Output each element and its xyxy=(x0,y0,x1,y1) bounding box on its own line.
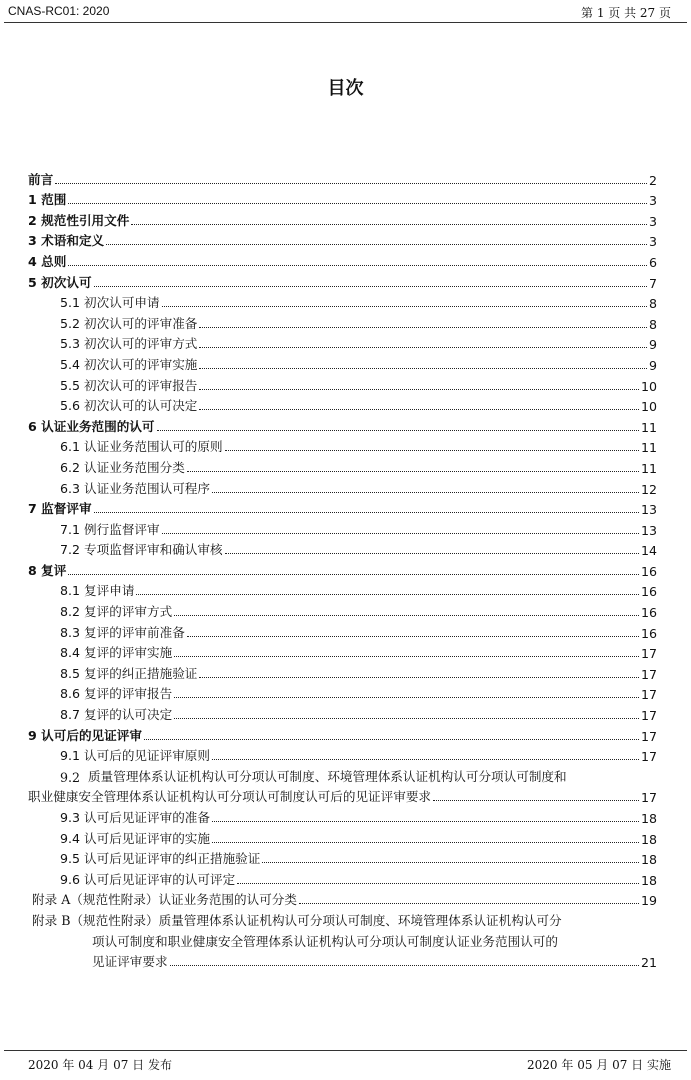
toc-entry-page: 18 xyxy=(640,872,657,888)
toc-entry[interactable] xyxy=(28,682,657,703)
toc-entry-page: 13 xyxy=(640,502,657,518)
toc-entry-number: 5.5 xyxy=(60,377,81,393)
toc-entry-text: 前言 xyxy=(28,171,54,187)
dot-leader xyxy=(199,347,647,348)
toc-entry-text: 初次认可的认可决定 xyxy=(84,398,198,414)
toc-entry-text: 初次认可的评审方式 xyxy=(84,336,198,352)
dot-leader xyxy=(174,718,639,719)
toc-entry[interactable] xyxy=(28,352,657,373)
toc-entry[interactable] xyxy=(28,167,657,188)
toc-entry[interactable] xyxy=(28,867,657,888)
toc-entry-page: 10 xyxy=(640,378,657,394)
toc-entry-number: 3 xyxy=(28,233,37,249)
toc-entry-number: 9.2 xyxy=(60,769,81,785)
toc-entry[interactable] xyxy=(28,620,657,641)
toc-entry-number: 9.5 xyxy=(60,851,81,867)
dot-leader xyxy=(162,533,639,534)
toc-entry-number: 8.3 xyxy=(60,624,81,640)
dot-leader xyxy=(157,430,639,431)
toc-entry-number: 6.2 xyxy=(60,459,81,475)
toc-entry-text: 复评的评审方式 xyxy=(84,604,173,620)
toc-entry-page: 16 xyxy=(640,605,657,621)
toc-entry-9-2[interactable] xyxy=(28,764,657,805)
toc-entry-page: 9 xyxy=(648,357,657,373)
toc-entry[interactable] xyxy=(28,373,657,394)
issue-date: 2020 年 04 月 07 日 发布 xyxy=(28,1058,172,1072)
toc-entry-number: 8.2 xyxy=(60,604,81,620)
toc-entry-number: 5.1 xyxy=(60,295,81,311)
dot-leader xyxy=(94,512,639,513)
toc-entry[interactable] xyxy=(28,229,657,250)
toc-entry[interactable] xyxy=(28,579,657,600)
toc-entry-number: 9.3 xyxy=(60,810,81,825)
toc-entry-page: 17 xyxy=(640,728,657,744)
toc-entry-text: 认证业务范围分类 xyxy=(84,459,185,475)
toc-entry-number: 2 xyxy=(28,212,37,228)
dot-leader xyxy=(68,574,639,575)
toc-entry-number: 6.1 xyxy=(60,439,81,455)
toc-entry-text-line1: 质量管理体系认证机构认可分项认可制度、环境管理体系认证机构认可分项认可制度和 xyxy=(88,768,567,784)
toc-entry-number: 8.1 xyxy=(60,583,81,599)
toc-entry-page: 12 xyxy=(640,481,657,497)
toc-entry-page: 17 xyxy=(640,666,657,682)
toc-entry[interactable] xyxy=(28,826,657,847)
toc-entry-text-line1: 附录 B（规范性附录）质量管理体系认证机构认可分项认可制度、环境管理体系认证机构认可分 xyxy=(32,912,562,928)
toc-entry-number: 5.3 xyxy=(60,336,81,352)
footer-divider xyxy=(4,1050,687,1051)
toc-entry-page: 19 xyxy=(640,893,657,909)
toc-entry-page: 13 xyxy=(640,522,657,538)
toc-entry-text: 复评 xyxy=(41,562,67,578)
toc-entry-page: 16 xyxy=(640,563,657,579)
dot-leader xyxy=(199,327,647,328)
toc-entry-text: 认可后的见证评审 xyxy=(41,727,142,743)
toc-entry-text: 初次认可 xyxy=(41,274,92,290)
toc-entry-page: 17 xyxy=(640,646,657,662)
toc-entry-text-line2: 项认可制度和职业健康安全管理体系认证机构认可分项认可制度认证业务范围认可的 xyxy=(92,933,558,949)
toc-entry-page: 16 xyxy=(640,584,657,600)
dot-leader xyxy=(262,862,639,863)
page-header xyxy=(0,0,691,22)
toc-entry-number: 8 xyxy=(28,562,37,578)
toc-entry[interactable] xyxy=(28,188,657,209)
toc-entry[interactable] xyxy=(28,744,657,765)
dot-leader xyxy=(144,739,639,740)
toc-entry-appendix-b[interactable] xyxy=(28,908,657,970)
toc-entry-text: 复评的评审报告 xyxy=(84,686,173,702)
toc-entry-appendix-a[interactable] xyxy=(28,888,657,909)
header-divider xyxy=(4,22,687,23)
dot-leader xyxy=(174,697,639,698)
toc-entry-text: 初次认可的评审报告 xyxy=(84,377,198,393)
toc-entry-page: 8 xyxy=(648,296,657,312)
toc-entry-number: 1 xyxy=(28,192,37,208)
toc-entry[interactable] xyxy=(28,476,657,497)
toc-entry-page: 7 xyxy=(648,275,657,291)
dot-leader xyxy=(212,492,639,493)
toc-entry[interactable] xyxy=(28,847,657,868)
toc-entry-number: 5.2 xyxy=(60,315,81,331)
toc-entry-text: 复评的评审前准备 xyxy=(84,624,185,640)
dot-leader xyxy=(225,553,639,554)
toc-entry-text: 术语和定义 xyxy=(41,233,105,249)
toc-entry-page: 3 xyxy=(648,193,657,209)
dot-leader xyxy=(106,244,647,245)
toc-entry-text: 附录 A（规范性附录）认证业务范围的认可分类 xyxy=(32,892,297,908)
toc-entry-page: 18 xyxy=(640,831,657,847)
toc-entry-number: 7.2 xyxy=(60,542,81,558)
dot-leader xyxy=(199,368,647,369)
toc-entry-number: 5.4 xyxy=(60,356,81,372)
toc-entry-number: 5.6 xyxy=(60,398,81,414)
toc-entry-number: 9.6 xyxy=(60,871,81,887)
dot-leader xyxy=(174,656,639,657)
toc-entry-text: 认证业务范围认可程序 xyxy=(84,480,210,496)
toc-entry[interactable] xyxy=(28,455,657,476)
toc-entry-text: 总则 xyxy=(41,253,67,269)
toc-entry[interactable] xyxy=(28,208,657,229)
dot-leader xyxy=(199,677,639,678)
dot-leader xyxy=(212,759,639,760)
page-info: 第 1 页 共 27 页 xyxy=(581,6,671,20)
toc-entry[interactable] xyxy=(28,558,657,579)
toc-entry[interactable] xyxy=(28,661,657,682)
toc-entry-page: 21 xyxy=(640,955,657,971)
toc-entry[interactable] xyxy=(28,332,657,353)
toc-entry-text: 复评的纠正措施验证 xyxy=(84,665,198,681)
table-of-contents xyxy=(28,167,657,970)
doc-code: CNAS-RC01: 2020 xyxy=(8,4,110,18)
toc-entry[interactable] xyxy=(28,702,657,723)
toc-entry-page: 17 xyxy=(640,790,657,806)
toc-entry-number: 4 xyxy=(28,253,37,269)
toc-entry-number: 7.1 xyxy=(60,521,81,537)
dot-leader xyxy=(68,203,647,204)
toc-entry[interactable] xyxy=(28,599,657,620)
page-title: 目次 xyxy=(327,78,364,99)
toc-entry-page: 3 xyxy=(648,234,657,250)
toc-entry-page: 9 xyxy=(648,337,657,353)
toc-entry-number: 6.3 xyxy=(60,480,81,496)
toc-entry-number: 8.5 xyxy=(60,665,81,681)
toc-entry-page: 11 xyxy=(640,419,657,435)
dot-leader xyxy=(94,286,647,287)
toc-entry[interactable] xyxy=(28,723,657,744)
toc-entry-page: 14 xyxy=(640,543,657,559)
dot-leader xyxy=(199,409,639,410)
toc-entry[interactable] xyxy=(28,497,657,518)
dot-leader xyxy=(174,615,639,616)
toc-entry-text: 例行监督评审 xyxy=(84,521,160,537)
dot-leader xyxy=(199,389,639,390)
toc-entry-page: 8 xyxy=(648,316,657,332)
toc-entry[interactable] xyxy=(28,517,657,538)
toc-entry-text-line2: 职业健康安全管理体系认证机构认可分项认可制度认可后的见证评审要求 xyxy=(28,789,431,805)
toc-entry-page: 11 xyxy=(640,460,657,476)
toc-entry-text: 认证业务范围认可的原则 xyxy=(84,439,223,455)
toc-entry-number: 8.6 xyxy=(60,686,81,702)
toc-entry-page: 11 xyxy=(640,440,657,456)
toc-entry-text: 认证业务范围的认可 xyxy=(41,418,155,434)
toc-entry-text: 复评的认可决定 xyxy=(84,707,173,723)
toc-entry-number: 9.4 xyxy=(60,830,81,846)
toc-entry-text: 初次认可申请 xyxy=(84,295,160,311)
toc-entry[interactable] xyxy=(28,394,657,415)
toc-entry[interactable] xyxy=(28,311,657,332)
toc-entry[interactable] xyxy=(28,291,657,312)
dot-leader xyxy=(225,450,639,451)
toc-entry-text-line3: 见证评审要求 xyxy=(92,954,168,970)
toc-entry-page: 16 xyxy=(640,625,657,641)
toc-entry[interactable] xyxy=(28,435,657,456)
toc-entry-text: 认可后见证评审的准备 xyxy=(84,810,210,825)
toc-entry-page: 18 xyxy=(640,811,657,826)
toc-entry[interactable] xyxy=(28,249,657,270)
toc-entry[interactable] xyxy=(28,538,657,559)
dot-leader xyxy=(162,306,647,307)
toc-entry-text: 初次认可的评审准备 xyxy=(84,315,198,331)
toc-entry-number: 8.4 xyxy=(60,645,81,661)
toc-entry[interactable] xyxy=(28,414,657,435)
toc-entry-page: 6 xyxy=(648,254,657,270)
toc-entry-page: 18 xyxy=(640,852,657,868)
toc-entry[interactable] xyxy=(28,641,657,662)
dot-leader xyxy=(131,224,647,225)
dot-leader xyxy=(237,883,639,884)
toc-entry-text: 复评的评审实施 xyxy=(84,645,173,661)
dot-leader xyxy=(212,842,639,843)
toc-entry-text: 认可后见证评审的认可评定 xyxy=(84,871,236,887)
effective-date: 2020 年 05 月 07 日 实施 xyxy=(527,1058,671,1072)
toc-entry-number: 9.1 xyxy=(60,748,81,764)
toc-entry-page: 10 xyxy=(640,399,657,415)
toc-entry-number: 5 xyxy=(28,274,37,290)
toc-entry-page: 17 xyxy=(640,749,657,765)
toc-entry-text: 范围 xyxy=(41,192,67,208)
toc-entry[interactable] xyxy=(28,805,657,826)
toc-entry-text: 监督评审 xyxy=(41,501,92,517)
toc-entry-text: 认可后的见证评审原则 xyxy=(84,748,210,764)
toc-entry-text: 认可后见证评审的实施 xyxy=(84,830,210,846)
toc-entry-number: 6 xyxy=(28,418,37,434)
toc-entry-number: 8.7 xyxy=(60,707,81,723)
dot-leader xyxy=(187,636,639,637)
toc-entry-page: 2 xyxy=(648,172,657,188)
toc-entry-text: 规范性引用文件 xyxy=(41,212,130,228)
toc-entry-page: 3 xyxy=(648,213,657,229)
toc-entry-page: 17 xyxy=(640,687,657,703)
dot-leader xyxy=(187,471,639,472)
dot-leader xyxy=(212,821,639,822)
dot-leader xyxy=(55,183,647,184)
toc-entry[interactable] xyxy=(28,270,657,291)
toc-entry-page: 17 xyxy=(640,708,657,724)
toc-entry-text: 初次认可的评审实施 xyxy=(84,356,198,372)
toc-entry-text: 认可后见证评审的纠正措施验证 xyxy=(84,851,261,867)
toc-entry-number: 9 xyxy=(28,727,37,743)
toc-entry-text: 复评申请 xyxy=(84,583,135,599)
toc-entry-text: 专项监督评审和确认审核 xyxy=(84,542,223,558)
dot-leader xyxy=(68,265,647,266)
toc-entry-number: 7 xyxy=(28,501,37,517)
dot-leader xyxy=(136,594,639,595)
